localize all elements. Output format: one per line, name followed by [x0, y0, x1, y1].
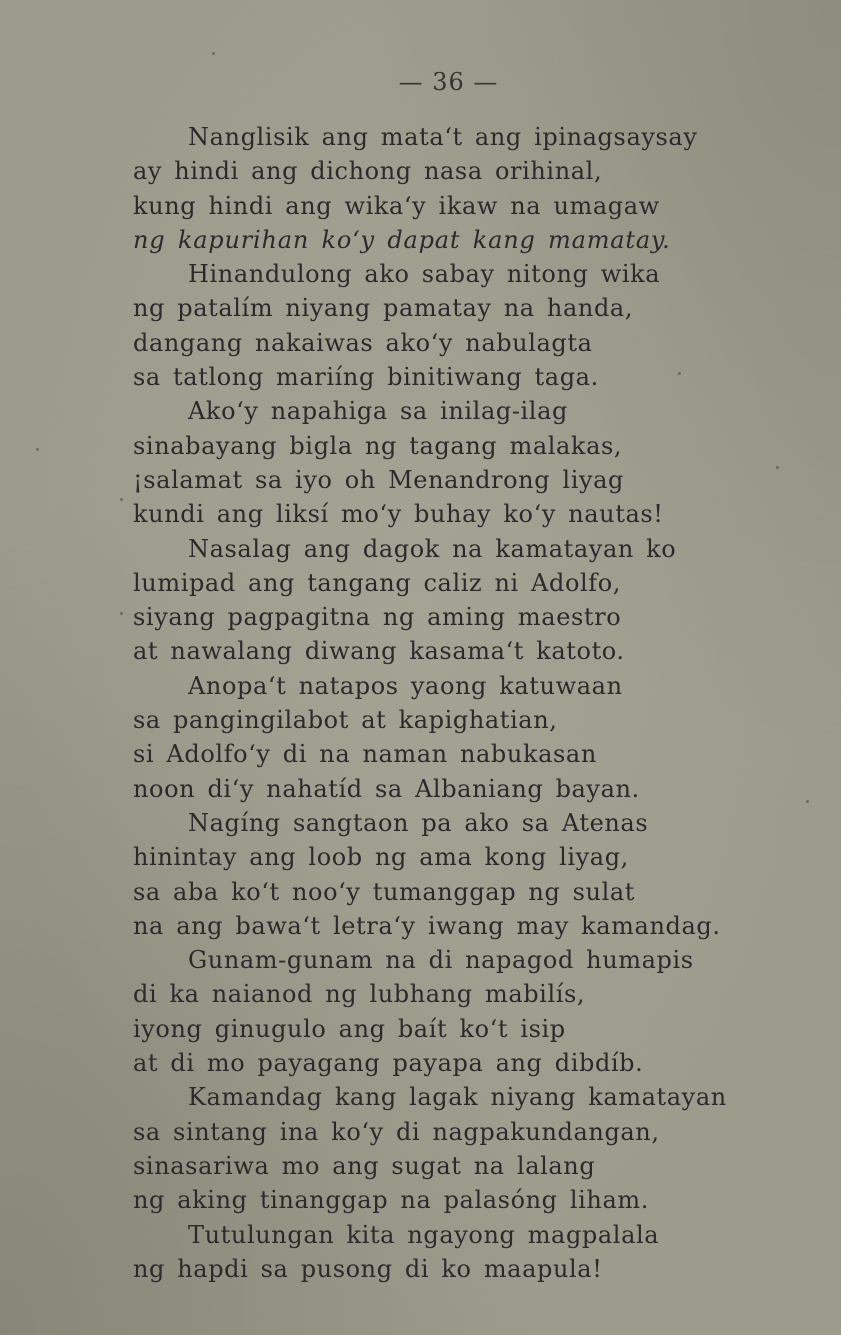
- poem-line: [133, 394, 753, 428]
- poem-line-text: ng kapurihan ko‘y dapat kang mamatay.: [133, 225, 671, 254]
- poem-line-text: Gunam-gunam na di napagod humapis: [188, 946, 694, 975]
- poem-line-text: sinabayang bigla ng tagang malakas,: [133, 431, 623, 460]
- poem-line: [133, 360, 753, 394]
- poem-line-text: na ang bawa‘t letra‘y iwang may kamandag.: [133, 911, 721, 940]
- poem-line: [133, 1252, 753, 1286]
- poem-line: [133, 326, 753, 360]
- poem-line: [133, 1046, 753, 1080]
- poem-line: [133, 291, 753, 325]
- poem-line: [133, 1149, 753, 1183]
- paper-speck: [806, 800, 809, 803]
- poem-line-text: ng hapdi sa pusong di ko maapula!: [133, 1254, 603, 1283]
- poem-line: [133, 154, 753, 188]
- paper-speck: [36, 448, 39, 451]
- paper-speck: [120, 498, 123, 501]
- poem-line: [133, 977, 753, 1011]
- poem-line-text: at nawalang diwang kasama‘t katoto.: [133, 637, 625, 666]
- poem-line-text: di ka naianod ng lubhang mabilís,: [133, 980, 586, 1009]
- poem-line: [133, 600, 753, 634]
- poem-line: [133, 189, 753, 223]
- paper-speck: [212, 52, 215, 55]
- poem-line: [133, 497, 753, 531]
- poem-line: [133, 703, 753, 737]
- poem-line-text: Kamandag kang lagak niyang kamatayan: [188, 1083, 727, 1112]
- poem-line-text: at di mo payagang payapa ang dibdíb.: [133, 1049, 644, 1078]
- poem-line-text: ng patalím niyang pamatay na handa,: [133, 294, 634, 323]
- poem-line-text: Nasalag ang dagok na kamatayan ko: [188, 534, 677, 563]
- poem-line: [133, 532, 753, 566]
- poem-line: [133, 223, 753, 257]
- poem-line: [133, 634, 753, 668]
- poem-line: [133, 806, 753, 840]
- poem-line: [133, 463, 753, 497]
- poem-line: [133, 1183, 753, 1217]
- poem-line-text: noon di‘y nahatíd sa Albaniang bayan.: [133, 774, 640, 803]
- paper-speck: [120, 612, 123, 615]
- page-number: — 36 —: [398, 68, 499, 96]
- poem-line: [133, 120, 753, 154]
- poem-line-text: si Adolfo‘y di na naman nabukasan: [133, 740, 597, 769]
- poem-line-text: ay hindi ang dichong nasa orihinal,: [133, 157, 603, 186]
- poem-line: [133, 1115, 753, 1149]
- poem-line: [133, 566, 753, 600]
- poem-line: [133, 772, 753, 806]
- poem-line: [133, 257, 753, 291]
- paper-speck: [678, 372, 681, 375]
- poem-line: [133, 909, 753, 943]
- poem-line: [133, 840, 753, 874]
- poem-line: [133, 875, 753, 909]
- poem-line-text: sinasariwa mo ang sugat na lalang: [133, 1151, 596, 1180]
- poem-line-text: ng aking tinanggap na palasóng liham.: [133, 1186, 649, 1215]
- poem-line-text: sa aba ko‘t noo‘y tumanggap ng sulat: [133, 877, 636, 906]
- poem-line: [133, 1218, 753, 1252]
- poem-line-text: siyang pagpagitna ng aming maestro: [133, 603, 622, 632]
- poem-line-text: Anopa‘t natapos yaong katuwaan: [188, 671, 623, 700]
- poem-line-text: hinintay ang loob ng ama kong liyag,: [133, 843, 629, 872]
- poem-line-text: iyong ginugulo ang baít ko‘t isip: [133, 1014, 566, 1043]
- poem-line: [133, 669, 753, 703]
- poem-line-text: kung hindi ang wika‘y ikaw na umagaw: [133, 191, 660, 220]
- poem-line: [133, 1080, 753, 1114]
- paper-speck: [776, 466, 779, 469]
- poem-line-text: ¡salamat sa iyo oh Menandrong liyag: [133, 465, 625, 494]
- poem-line-text: sa sintang ina ko‘y di nagpakundangan,: [133, 1117, 660, 1146]
- poem-line-text: lumipad ang tangang caliz ni Adolfo,: [133, 568, 622, 597]
- poem-line-text: Ako‘y napahiga sa inilag-ilag: [188, 397, 568, 426]
- poem-line: [133, 737, 753, 771]
- poem-line-text: sa pangingilabot at kapighatian,: [133, 706, 558, 735]
- poem-line: [133, 943, 753, 977]
- poem-line-text: Tutulungan kita ngayong magpalala: [188, 1220, 660, 1249]
- poem-line: [133, 429, 753, 463]
- poem-line-text: sa tatlong mariíng binitiwang taga.: [133, 363, 599, 392]
- poem-line: [133, 1012, 753, 1046]
- poem-line-text: Nagíng sangtaon pa ako sa Atenas: [188, 808, 649, 837]
- poem-text: [133, 120, 753, 1286]
- poem-line-text: kundi ang liksí mo‘y buhay ko‘y nautas!: [133, 500, 664, 529]
- poem-line-text: dangang nakaiwas ako‘y nabulagta: [133, 328, 593, 357]
- poem-line-text: Hinandulong ako sabay nitong wika: [188, 260, 661, 289]
- poem-line-text: Nanglisik ang mata‘t ang ipinagsaysay: [188, 123, 698, 151]
